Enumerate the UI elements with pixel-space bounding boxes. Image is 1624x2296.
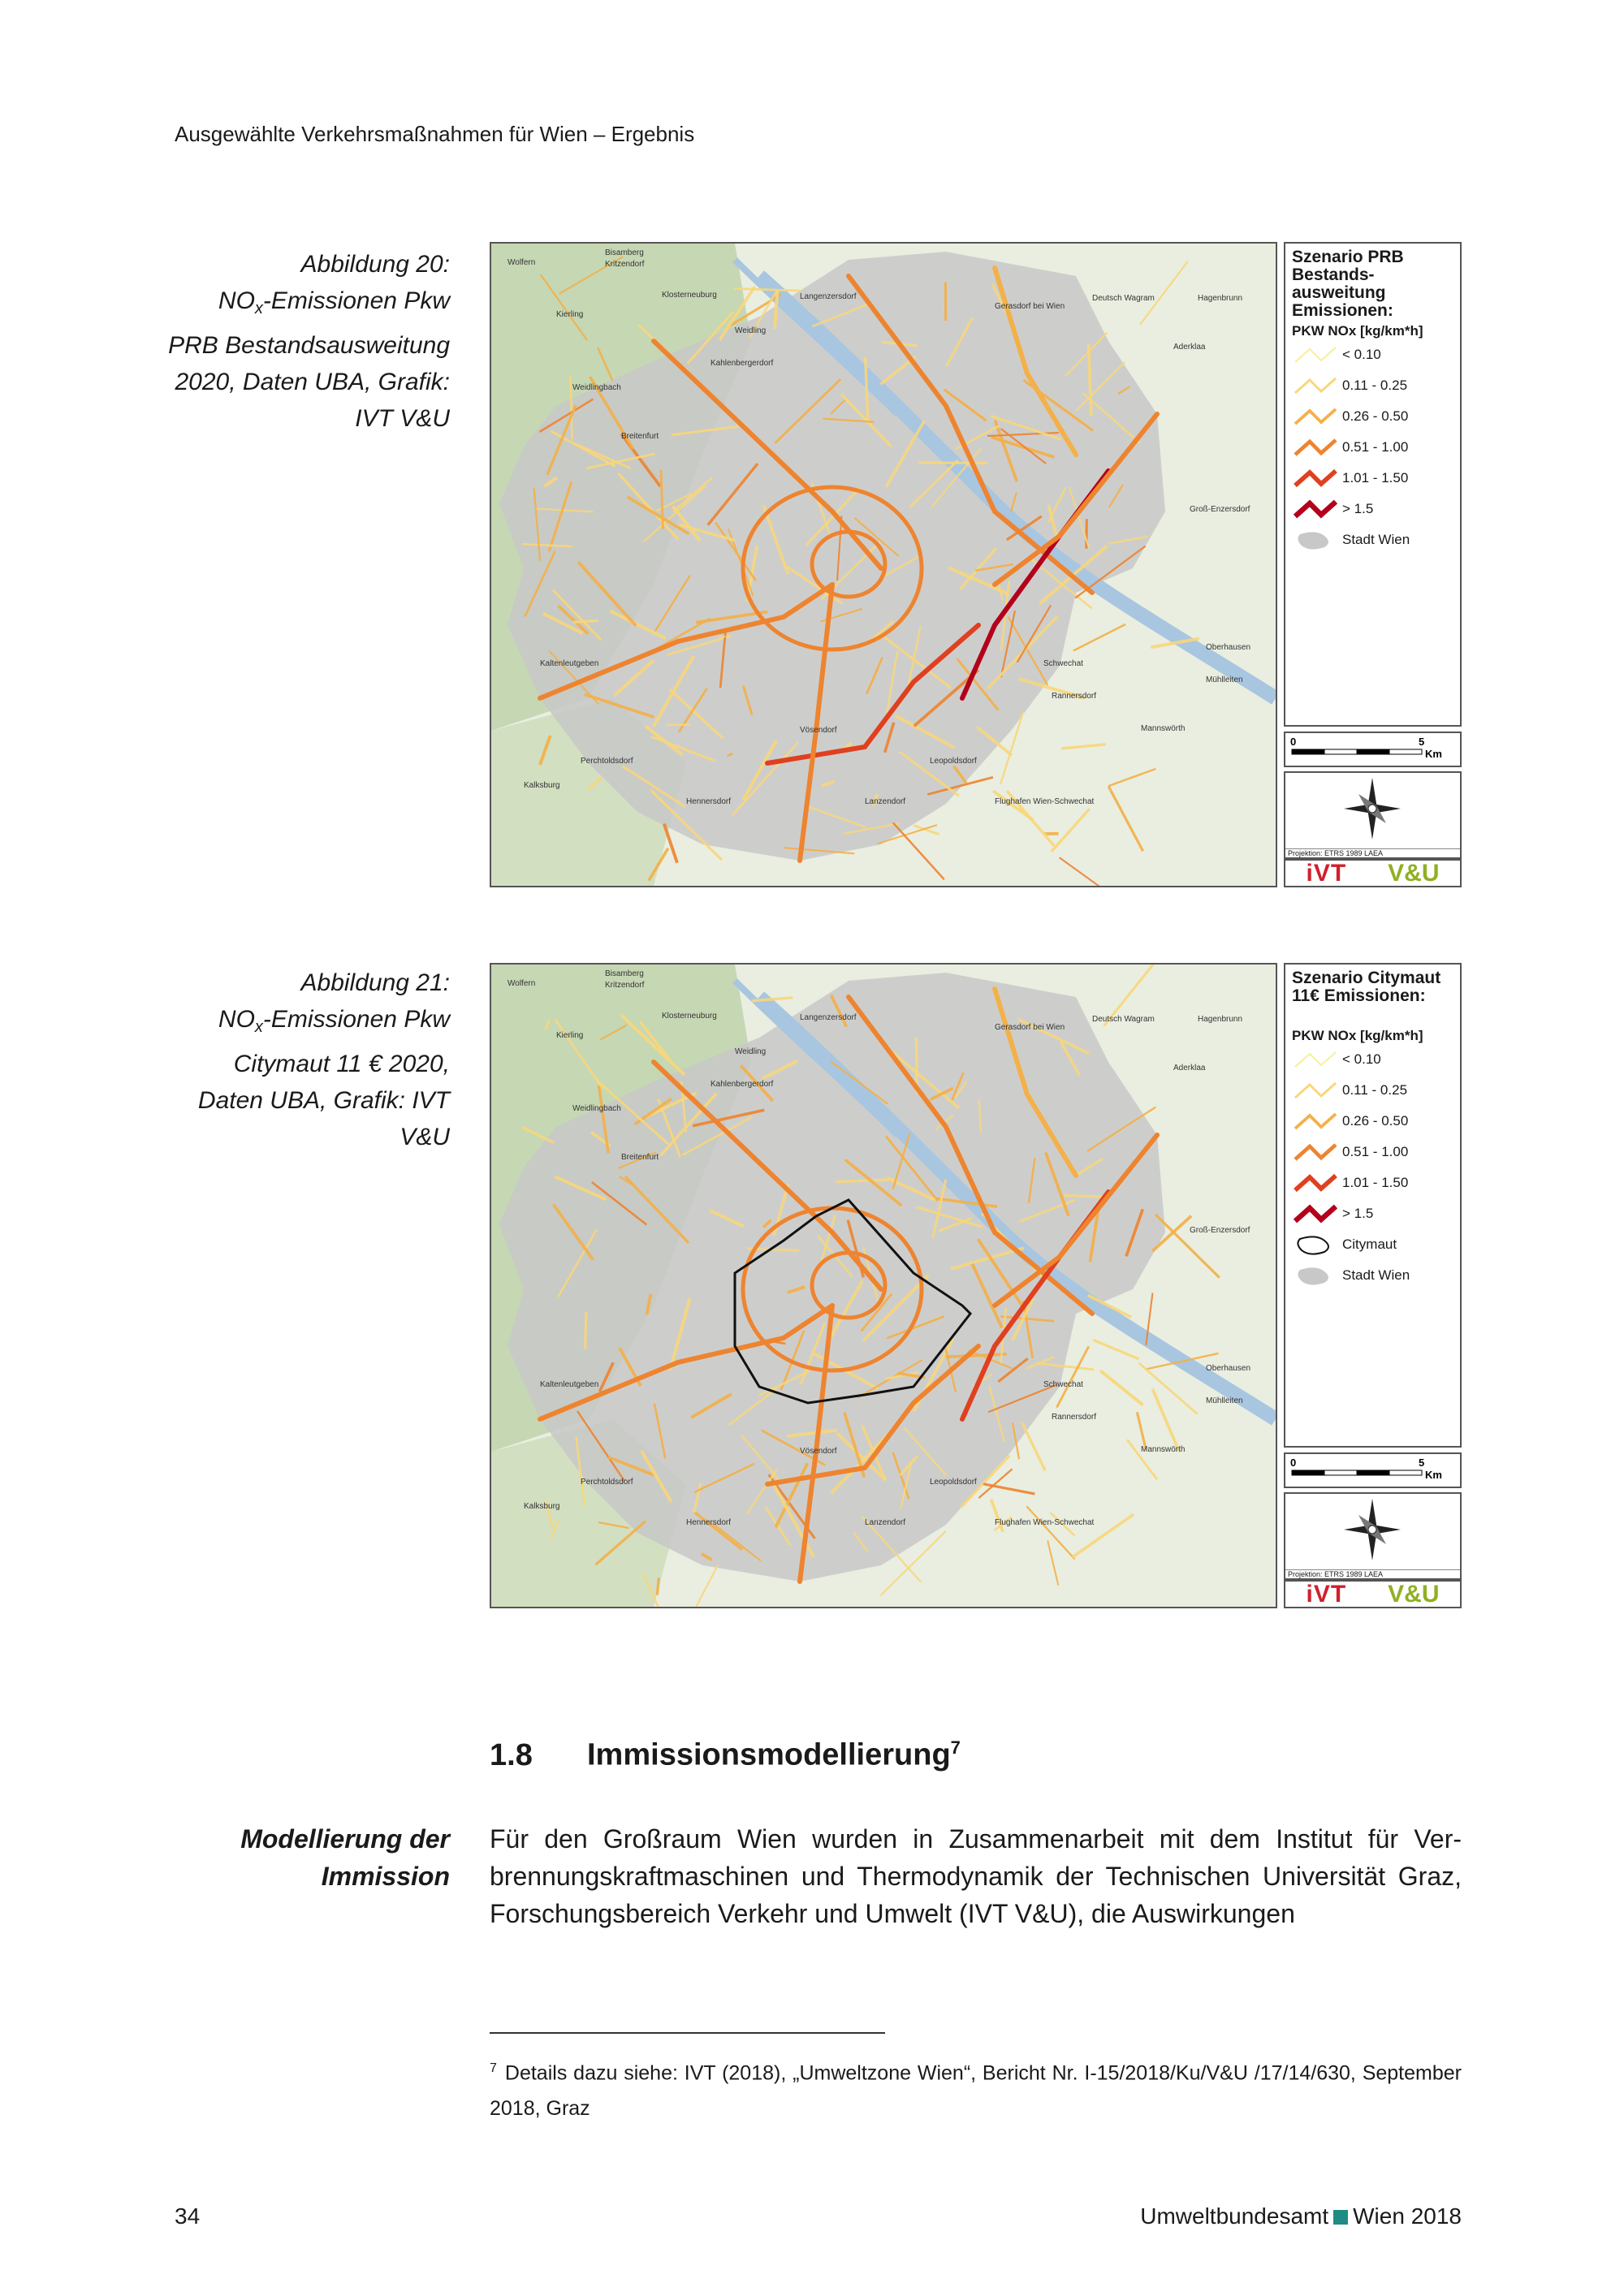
map-legend xyxy=(1284,242,1462,727)
legend-class-label: 0.26 - 0.50 xyxy=(1342,408,1409,424)
legend-class-item xyxy=(1292,494,1453,524)
place-label: Vösendorf xyxy=(800,726,837,735)
legend-line-symbol xyxy=(1292,497,1339,521)
place-label: Rannersdorf xyxy=(1052,1413,1097,1422)
place-label: Klosterneuburg xyxy=(662,1012,717,1021)
north-arrow xyxy=(1284,771,1462,859)
place-label: Oberhausen xyxy=(1206,643,1251,652)
vu-logo: V&U xyxy=(1388,1580,1440,1608)
place-label: Wolfern xyxy=(508,979,536,988)
place-label: Breitenfurt xyxy=(621,1153,659,1162)
caption-text: -Emissionen Pkw PRB Bestandsausweitung 2020, Daten UBA, Grafik: IVT V&U xyxy=(168,287,450,432)
place-label: Weidling xyxy=(735,1047,767,1056)
legend-class-label: 0.51 - 1.00 xyxy=(1342,439,1409,455)
place-label: Schwechat xyxy=(1043,1380,1083,1389)
logos xyxy=(1284,1580,1462,1608)
section-title: Immissionsmodellierung xyxy=(587,1737,951,1772)
city-label: Stadt Wien xyxy=(1342,1267,1410,1283)
place-label: Leopoldsdorf xyxy=(930,757,977,766)
footnote xyxy=(490,2051,1462,2126)
svg-text:5: 5 xyxy=(1419,736,1425,748)
legend-class-item xyxy=(1292,1167,1453,1198)
legend-class-label: < 0.10 xyxy=(1342,347,1381,362)
scale-bar xyxy=(1284,1452,1462,1488)
figure-20 xyxy=(490,242,1462,887)
city-area-symbol xyxy=(1292,1263,1339,1288)
place-label: Deutsch Wagram xyxy=(1092,1015,1155,1024)
footnote-text: Details dazu siehe: IVT (2018), „Umweltzone Wien“, Bericht Nr. I-15/2018/Ku/V&U /17/14/630, September 2018, Graz xyxy=(490,2061,1462,2121)
legend-line-symbol xyxy=(1292,373,1339,398)
ivt-logo: iVT xyxy=(1306,1580,1347,1608)
legend-class-label: 1.01 - 1.50 xyxy=(1342,1175,1409,1190)
scale-bar xyxy=(1284,732,1462,767)
legend-class-label: 0.26 - 0.50 xyxy=(1342,1113,1409,1129)
emission-map xyxy=(490,242,1277,887)
legend-unit: PKW NOx [kg/km*h] xyxy=(1292,1028,1423,1043)
legend-class-label: 1.01 - 1.50 xyxy=(1342,470,1409,486)
place-label: Mannswörth xyxy=(1141,724,1186,733)
place-label: Kahlenbergerdorf xyxy=(710,1080,774,1089)
place-label: Hagenbrunn xyxy=(1198,1015,1243,1024)
legend-class-item xyxy=(1292,1044,1453,1075)
caption-text: -Emissionen Pkw Citymaut 11 € 2020, Daten UBA, Grafik: IVT V&U xyxy=(197,1006,450,1150)
svg-text:0: 0 xyxy=(1290,736,1297,748)
place-label: Kahlenbergerdorf xyxy=(710,359,774,368)
legend-line-symbol xyxy=(1292,466,1339,490)
place-label: Klosterneuburg xyxy=(662,291,717,300)
place-label: Hennersdorf xyxy=(686,1518,732,1527)
footer-publisher xyxy=(1140,2203,1462,2229)
legend-line-symbol xyxy=(1292,343,1339,367)
figure-caption-21 xyxy=(162,965,450,1155)
footnote-marker: 7 xyxy=(490,2061,497,2075)
map-canvas xyxy=(491,965,1276,1607)
caption-subscript: x xyxy=(254,300,263,317)
legend-class-label: > 1.5 xyxy=(1342,1206,1374,1221)
place-label: Kritzendorf xyxy=(605,981,645,990)
place-label: Weidling xyxy=(735,326,767,335)
location-year: Wien 2018 xyxy=(1353,2203,1462,2229)
footnote-rule xyxy=(490,2032,885,2034)
place-label: Langenzersdorf xyxy=(800,1013,857,1022)
legend-class-item xyxy=(1292,1075,1453,1106)
map-canvas xyxy=(491,244,1276,886)
svg-text:Km: Km xyxy=(1425,1469,1442,1481)
road-segment xyxy=(657,1577,659,1595)
figure-21 xyxy=(490,963,1462,1608)
figure-caption-20 xyxy=(162,246,450,437)
place-label: Oberhausen xyxy=(1206,1364,1251,1373)
place-label: Bisamberg xyxy=(605,248,644,257)
compass-rose xyxy=(1285,773,1460,844)
legend-line-symbol xyxy=(1292,1109,1339,1133)
scale-graphic xyxy=(1285,1454,1460,1487)
legend-class-item xyxy=(1292,370,1453,401)
road-segment xyxy=(573,620,598,622)
place-label: Kaltenleutgeben xyxy=(540,1380,599,1389)
north-arrow xyxy=(1284,1492,1462,1580)
place-label: Bisamberg xyxy=(605,969,644,978)
road-segment xyxy=(1064,1195,1108,1197)
square-icon xyxy=(1333,2210,1348,2225)
publisher-name: Umweltbundesamt xyxy=(1140,2203,1329,2229)
place-label: Hagenbrunn xyxy=(1198,294,1243,303)
place-label: Vösendorf xyxy=(800,1447,837,1456)
place-label: Deutsch Wagram xyxy=(1092,294,1155,303)
legend-class-item xyxy=(1292,339,1453,370)
projection-note: Projektion: ETRS 1989 LAEA xyxy=(1285,848,1460,857)
city-area-symbol xyxy=(1292,528,1339,552)
scale-graphic xyxy=(1285,733,1460,766)
legend-city xyxy=(1292,524,1453,555)
legend-class-item xyxy=(1292,1137,1453,1167)
place-label: Wolfern xyxy=(508,258,536,267)
margin-heading: Modellierung der Immission xyxy=(240,1824,450,1891)
legend-line-symbol xyxy=(1292,404,1339,429)
legend-class-label: 0.11 - 0.25 xyxy=(1342,378,1408,393)
city-label: Stadt Wien xyxy=(1342,532,1410,547)
legend-line-symbol xyxy=(1292,435,1339,460)
svg-text:Km: Km xyxy=(1425,748,1442,760)
caption-nox: NO xyxy=(218,287,255,314)
place-label: Langenzersdorf xyxy=(800,292,857,301)
place-label: Perchtoldsdorf xyxy=(581,757,633,766)
legend-title: Szenario Citymaut 11€ Emissionen: xyxy=(1292,969,1441,1005)
compass-rose xyxy=(1285,1494,1460,1565)
legend-class-label: 0.11 - 0.25 xyxy=(1342,1082,1408,1098)
caption-label: Abbildung 20: xyxy=(300,251,450,278)
legend-class-label: > 1.5 xyxy=(1342,501,1374,516)
legend-class-label: < 0.10 xyxy=(1342,1051,1381,1067)
place-label: Kierling xyxy=(556,1031,584,1040)
place-label: Lanzendorf xyxy=(865,797,906,806)
place-label: Perchtoldsdorf xyxy=(581,1478,633,1487)
svg-text:5: 5 xyxy=(1419,1457,1425,1469)
place-label: Kierling xyxy=(556,310,584,319)
legend-city xyxy=(1292,1260,1453,1291)
place-label: Mannswörth xyxy=(1141,1445,1186,1454)
place-label: Hennersdorf xyxy=(686,797,732,806)
projection-note: Projektion: ETRS 1989 LAEA xyxy=(1285,1569,1460,1578)
place-label: Weidlingbach xyxy=(572,383,621,392)
logos xyxy=(1284,859,1462,887)
legend-class-item xyxy=(1292,463,1453,494)
legend-class-label: 0.51 - 1.00 xyxy=(1342,1144,1409,1159)
legend-class-item xyxy=(1292,1106,1453,1137)
legend-line-symbol xyxy=(1292,1140,1339,1164)
svg-text:0: 0 xyxy=(1290,1457,1297,1469)
running-header: Ausgewählte Verkehrsmaßnahmen für Wien – Ergebnis xyxy=(175,122,695,146)
section-number: 1.8 xyxy=(490,1737,533,1772)
place-label: Groß-Enzersdorf xyxy=(1190,505,1250,514)
place-label: Schwechat xyxy=(1043,659,1083,668)
legend-class-item xyxy=(1292,401,1453,432)
place-label: Flughafen Wien-Schwechat xyxy=(995,1518,1095,1527)
legend-line-symbol xyxy=(1292,1047,1339,1072)
place-label: Aderklaa xyxy=(1173,343,1206,352)
road-segment xyxy=(585,1312,586,1349)
legend-class-item xyxy=(1292,1198,1453,1229)
caption-label: Abbildung 21: xyxy=(300,969,450,996)
place-label: Flughafen Wien-Schwechat xyxy=(995,797,1095,806)
citymaut-symbol xyxy=(1292,1232,1339,1257)
legend-unit: PKW NOx [kg/km*h] xyxy=(1292,323,1423,339)
legend-line-symbol xyxy=(1292,1202,1339,1226)
place-label: Kalksburg xyxy=(524,1502,560,1511)
citymaut-label: Citymaut xyxy=(1342,1236,1397,1252)
place-label: Leopoldsdorf xyxy=(930,1478,977,1487)
legend-title: Szenario PRB Bestands-ausweitung Emissionen: xyxy=(1292,248,1404,320)
section-heading xyxy=(490,1737,961,1773)
place-label: Rannersdorf xyxy=(1052,692,1097,701)
footnote-ref: 7 xyxy=(950,1737,961,1758)
legend-line-symbol xyxy=(1292,1078,1339,1103)
body-paragraph: Für den Großraum Wien wurden in Zusammenarbeit mit dem Institut für Verbrennungskraftmaschinen und Thermodynamik der Technischen Universität Graz, Forschungsbereich Verkehr und Umwelt (IVT V&U), die Auswirkungen xyxy=(490,1824,1462,1928)
place-label: Gerasdorf bei Wien xyxy=(995,1023,1065,1032)
legend-line-symbol xyxy=(1292,1171,1339,1195)
place-label: Aderklaa xyxy=(1173,1064,1206,1072)
place-label: Groß-Enzersdorf xyxy=(1190,1226,1250,1235)
map-legend xyxy=(1284,963,1462,1448)
place-label: Kaltenleutgeben xyxy=(540,659,599,668)
caption-nox: NO xyxy=(218,1006,255,1033)
place-label: Gerasdorf bei Wien xyxy=(995,302,1065,311)
place-label: Kritzendorf xyxy=(605,260,645,269)
vu-logo: V&U xyxy=(1388,859,1440,887)
page-number: 34 xyxy=(175,2203,201,2229)
place-label: Lanzendorf xyxy=(865,1518,906,1527)
caption-subscript: x xyxy=(254,1018,263,1036)
place-label: Breitenfurt xyxy=(621,432,659,441)
place-label: Mühlleiten xyxy=(1206,675,1243,684)
place-label: Weidlingbach xyxy=(572,1104,621,1113)
place-label: Mühlleiten xyxy=(1206,1396,1243,1405)
place-label: Kalksburg xyxy=(524,781,560,790)
legend-class-item xyxy=(1292,432,1453,463)
road-segment xyxy=(918,463,987,464)
ivt-logo: iVT xyxy=(1306,859,1347,887)
emission-map xyxy=(490,963,1277,1608)
legend-citymaut xyxy=(1292,1229,1453,1260)
